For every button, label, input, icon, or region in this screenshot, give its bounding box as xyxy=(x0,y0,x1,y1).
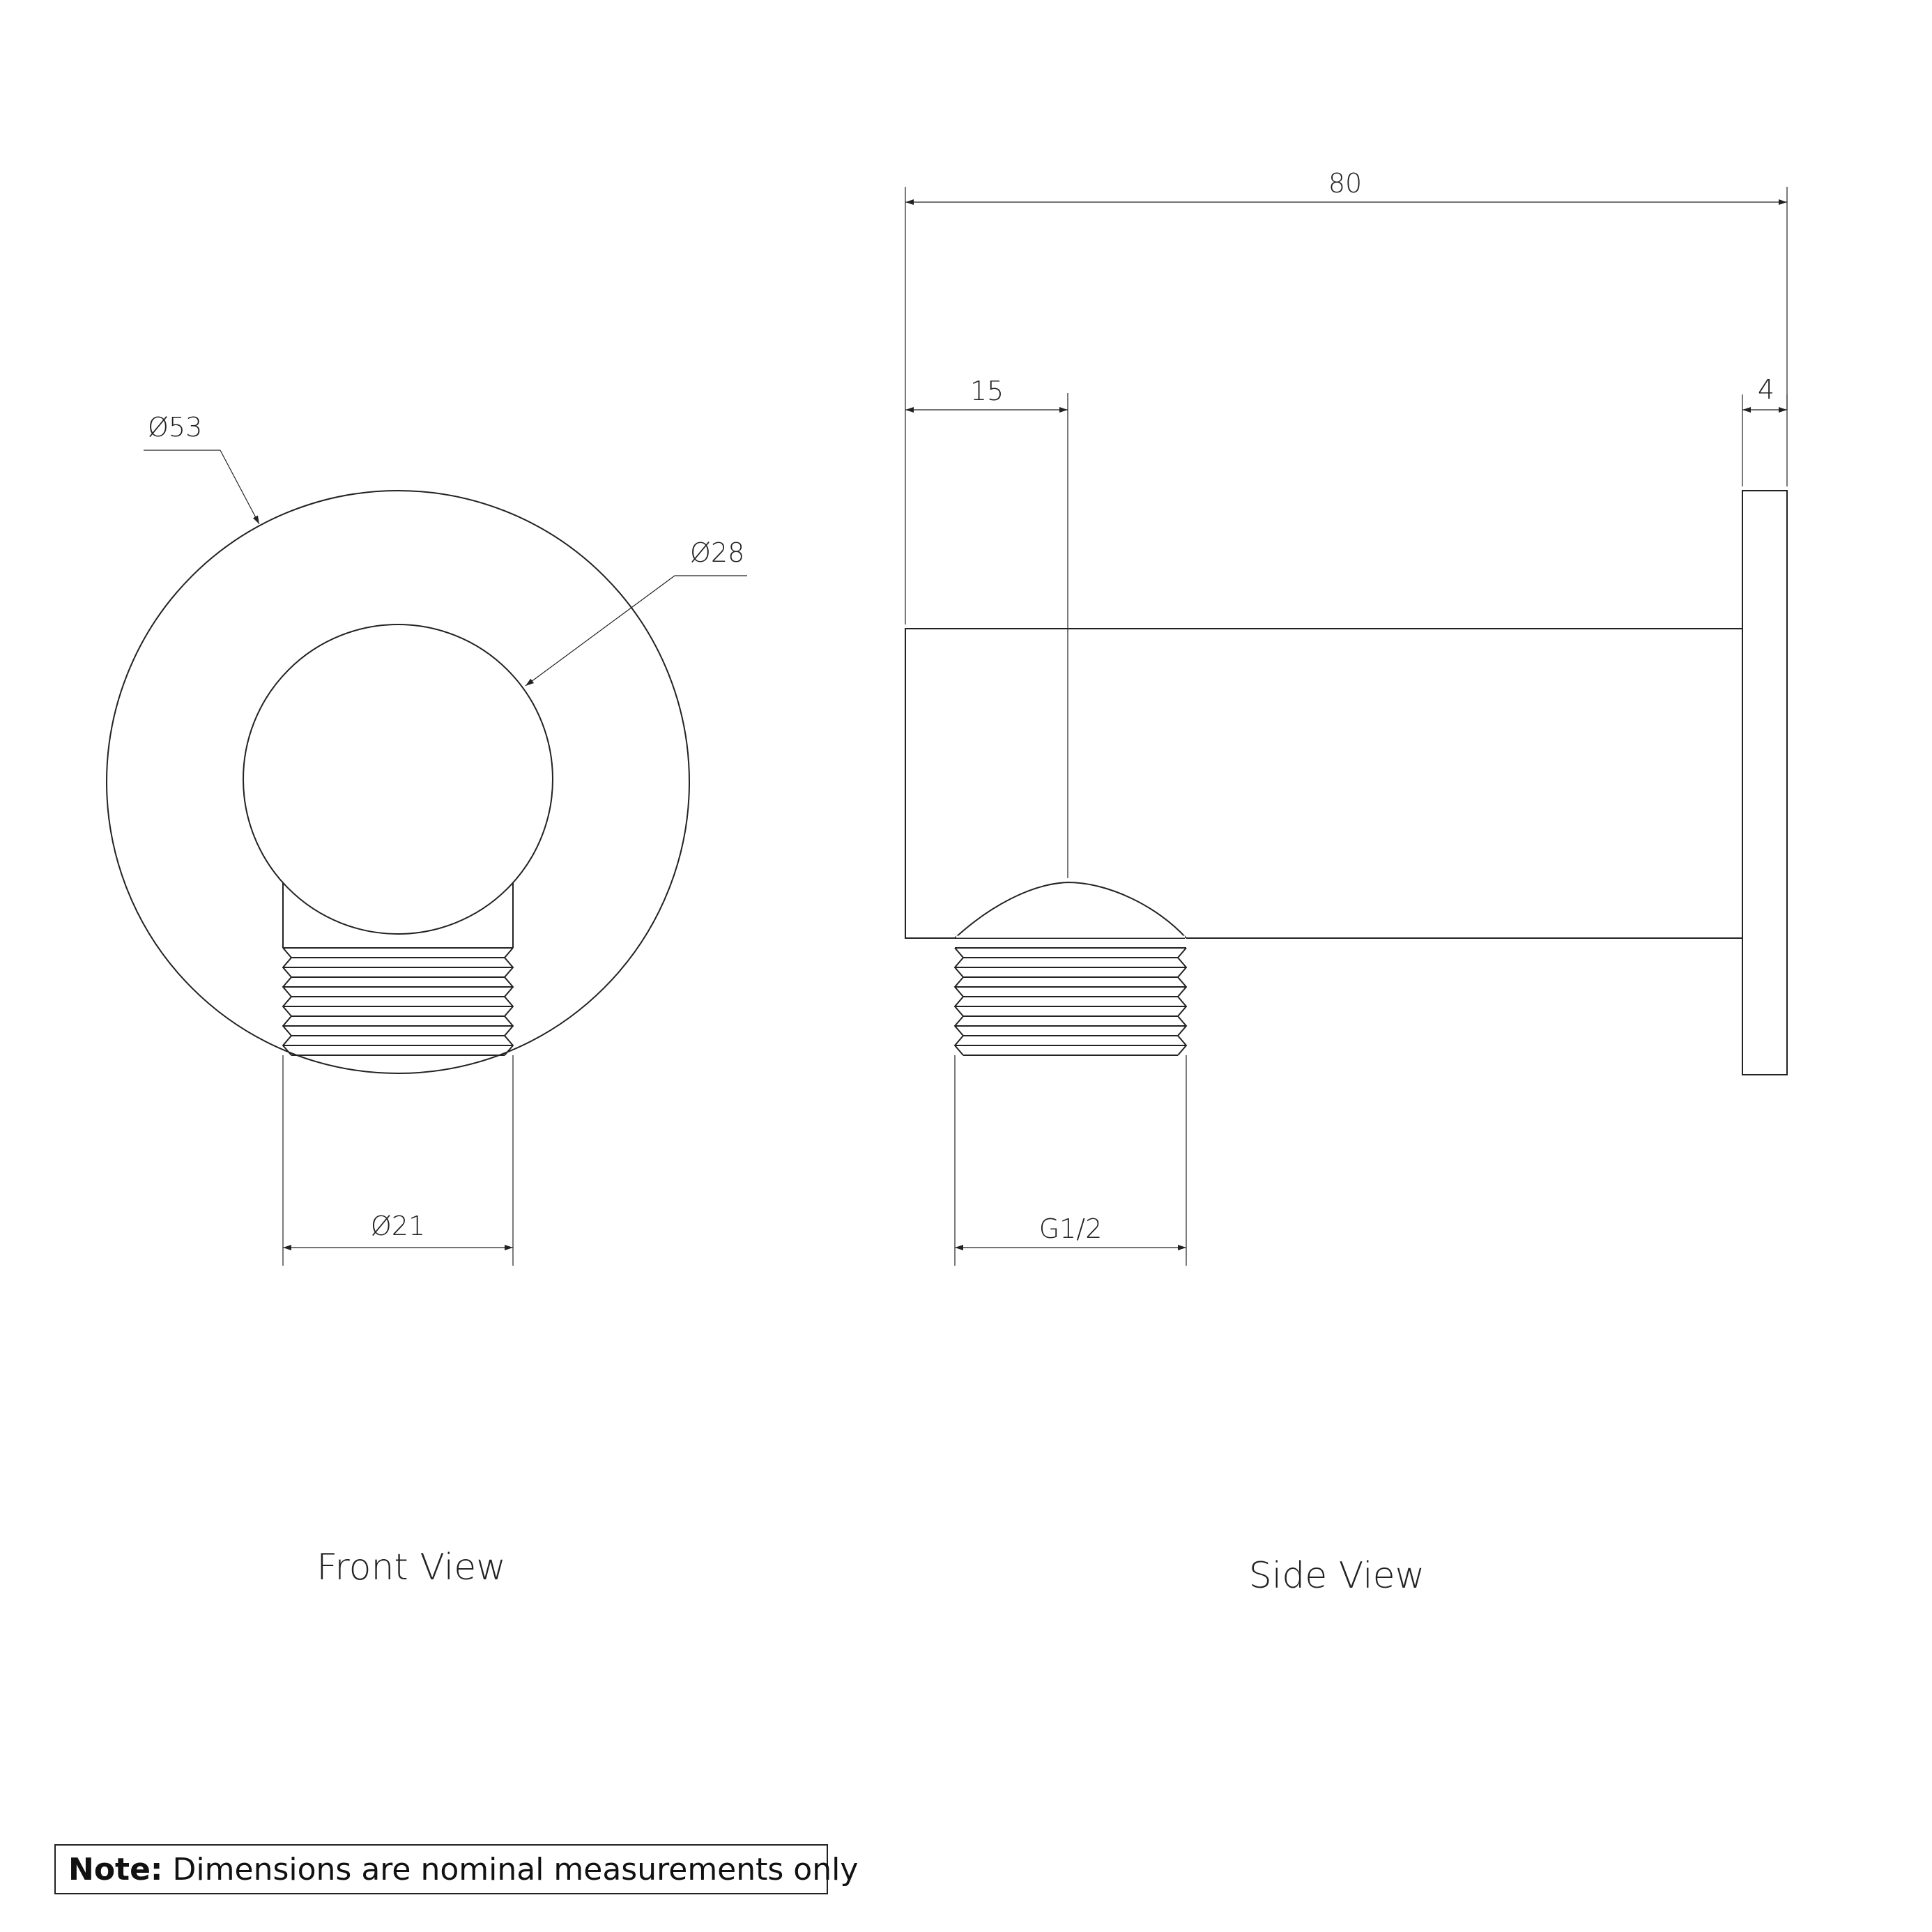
side-thread xyxy=(955,948,1186,1055)
dim-inner-diameter-label: Ø28 xyxy=(690,537,745,568)
inner-body-circle xyxy=(243,624,553,934)
dim-outlet-offset-label: 15 xyxy=(969,376,1004,406)
dim-thread-diameter-label: Ø21 xyxy=(370,1211,426,1241)
side-view-caption: Side View xyxy=(1248,1555,1425,1597)
dim-thread-size-label: G1/2 xyxy=(1038,1213,1103,1244)
dim-flange-thickness-label: 4 xyxy=(1757,374,1775,405)
note-label: Note: xyxy=(68,1851,163,1887)
dim-overall-length-label: 80 xyxy=(1328,168,1363,199)
front-thread xyxy=(283,948,513,1055)
front-view xyxy=(107,491,689,1073)
side-view xyxy=(905,491,1787,1075)
front-view-caption: Front View xyxy=(316,1547,506,1588)
dim-outer-diameter-label: Ø53 xyxy=(148,412,203,443)
dim-outer-diameter-leader xyxy=(220,450,259,524)
dim-inner-diameter-leader xyxy=(526,576,675,686)
note-text: Dimensions are nominal measurements only xyxy=(172,1851,859,1887)
side-body-outline xyxy=(905,629,1742,938)
side-view-dimensions xyxy=(905,187,1787,1266)
side-outlet-dome xyxy=(955,882,1186,938)
side-flange xyxy=(1742,491,1787,1075)
note-box xyxy=(54,1844,859,1894)
